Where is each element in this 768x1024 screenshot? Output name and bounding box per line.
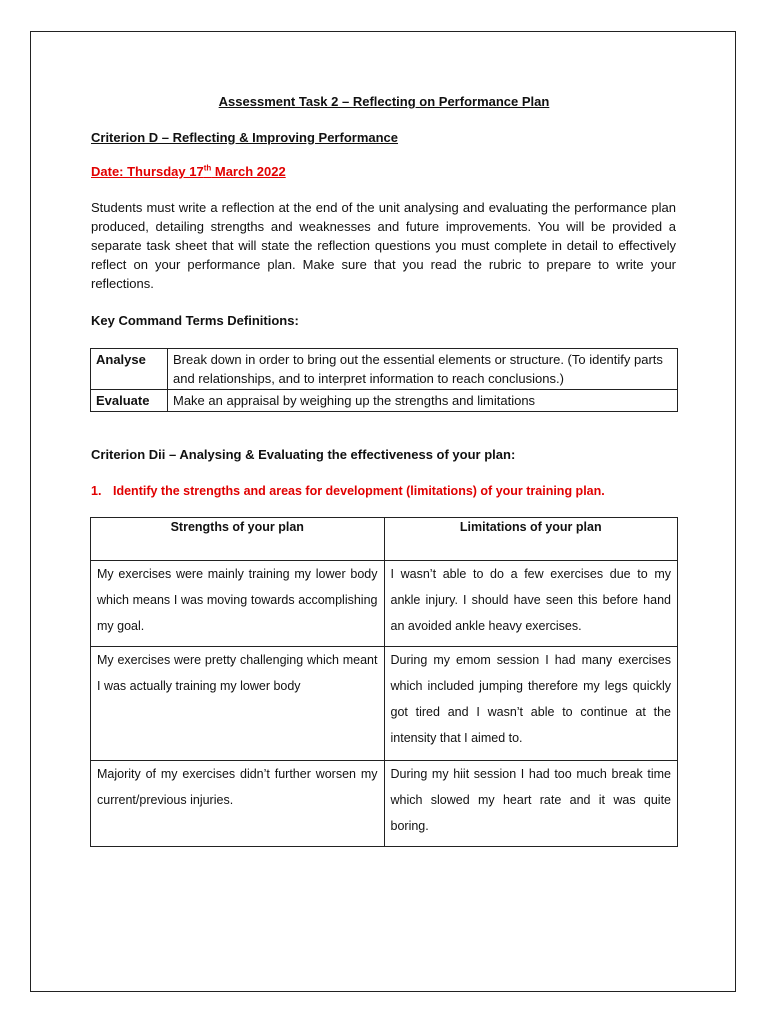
strength-cell: My exercises were mainly training my lower body which means I was moving towards accomplishing my goal. <box>91 561 385 647</box>
key-term-definition: Make an appraisal by weighing up the strengths and limitations <box>168 390 678 412</box>
limitation-cell: I wasn’t able to do a few exercises due to my ankle injury. I should have seen this before hand an avoided ankle heavy exercises. <box>384 561 678 647</box>
due-date-prefix: Date: Thursday 17 <box>91 164 204 179</box>
document-title: Assessment Task 2 – Reflecting on Performance Plan <box>218 94 550 109</box>
key-terms-table <box>90 348 678 412</box>
question-number: 1. <box>91 484 102 498</box>
plan-evaluation-table <box>90 517 678 847</box>
strength-cell: Majority of my exercises didn’t further worsen my current/previous injuries. <box>91 761 385 847</box>
intro-paragraph: Students must write a reflection at the end of the unit analysing and evaluating the performance plan produced, detailing strengths and weaknesses and future improvements. You will be provided a separate task sheet that will state the reflection questions you must complete in detail to effectively reflect on your performance plan. Make sure that you read the rubric to prepare to write your reflections. <box>91 200 676 291</box>
key-term-row <box>91 390 678 412</box>
limitation-cell: During my hiit session I had too much break time which slowed my heart rate and it was quite boring. <box>384 761 678 847</box>
key-term-row <box>91 349 678 390</box>
table-row <box>91 561 678 647</box>
table-header-row <box>91 518 678 561</box>
key-term-name: Evaluate <box>91 390 168 412</box>
criterion-dii-heading: Criterion Dii – Analysing & Evaluating the effectiveness of your plan: <box>91 447 516 462</box>
strengths-header: Strengths of your plan <box>91 518 385 561</box>
question-1 <box>91 484 605 498</box>
table-row <box>91 761 678 847</box>
limitation-cell: During my emom session I had many exercises which included jumping therefore my legs quickly got tired and I wasn’t able to continue at the intensity that I aimed to. <box>384 647 678 761</box>
due-date-suffix: March 2022 <box>211 164 286 179</box>
limitations-header: Limitations of your plan <box>384 518 678 561</box>
key-terms-heading: Key Command Terms Definitions: <box>91 313 299 328</box>
question-text: Identify the strengths and areas for development (limitations) of your training plan. <box>113 484 605 498</box>
key-term-name: Analyse <box>91 349 168 390</box>
table-row <box>91 647 678 761</box>
due-date-superscript: th <box>203 163 212 173</box>
key-term-definition: Break down in order to bring out the essential elements or structure. (To identify parts and relationships, and to interpret information to reach conclusions.) <box>168 349 678 390</box>
strength-cell: My exercises were pretty challenging which meant I was actually training my lower body <box>91 647 385 761</box>
due-date <box>91 164 286 179</box>
criterion-d-heading: Criterion D – Reflecting & Improving Performance <box>91 130 399 145</box>
